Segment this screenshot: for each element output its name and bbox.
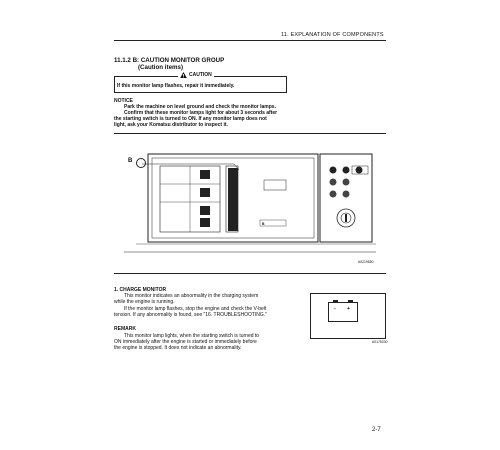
page-number: 2-7 [372, 427, 381, 433]
panel-label-b: B [262, 222, 265, 226]
figure-bottom-rule [114, 273, 386, 274]
gauge-lamp-4 [200, 218, 210, 227]
remark-line-3: the engine is stopped. It does not indicate an abnormality. [114, 345, 242, 351]
monitor-panel-figure [114, 140, 386, 270]
header-rule [114, 40, 386, 41]
charge-icon-code: A0175330 [372, 340, 388, 344]
callout-b: B [128, 158, 133, 164]
gauge-lamp-2 [200, 188, 210, 197]
warning-triangle-icon [180, 72, 187, 78]
remark-line-1: This monitor lamp lights, when the starting switch is turned to [124, 333, 260, 339]
monitor-lamp-5 [228, 204, 238, 213]
section-title: 11.1.2 B: CAUTION MONITOR GROUP [114, 57, 225, 64]
charge-heading: 1. CHARGE MONITOR [114, 287, 167, 293]
figure-top-rule [114, 133, 386, 134]
notice-line-1: Park the machine on level ground and check the monitor lamps. [124, 104, 276, 110]
remark-line-2: ON immediately after the engine is started or immediately before [114, 339, 257, 345]
running-header: 11. EXPLANATION OF COMPONENTS [281, 32, 384, 38]
figure-ref-code: A0219850 [358, 260, 374, 264]
notice-line-4: light, ask your Komatsu distributor to inspect it. [114, 122, 228, 128]
charge-line-3: If the monitor lamp flashes, stop the engine and check the V-belt [124, 306, 267, 312]
monitor-lamp-7 [228, 222, 238, 231]
callout-circle [136, 158, 146, 168]
notice-line-3: the starting switch is turned to ON. If any monitor lamp does not [114, 116, 267, 122]
battery-icon [328, 302, 358, 322]
monitor-lamp-4 [228, 195, 238, 204]
monitor-panel-drawing [114, 140, 386, 270]
charge-line-2: while the engine is running. [114, 299, 175, 305]
battery-plus-label: + [347, 306, 350, 312]
caution-text: If this monitor lamp flashes, repair it immediately. [117, 83, 235, 89]
monitor-lamp-2 [228, 177, 238, 186]
notice-heading: NOTICE [114, 98, 133, 104]
charge-line-4: tension. If any abnormality is found, see "16. TROUBLESHOOTING." [114, 312, 267, 318]
monitor-lamp-3 [228, 186, 238, 195]
battery-minus-label: - [334, 306, 336, 312]
section-subtitle: (Caution items) [138, 64, 184, 71]
charge-line-1: This monitor indicates an abnormality in the charging system [124, 293, 259, 299]
gauge-lamp-3 [200, 206, 210, 215]
monitor-lamp-6 [228, 213, 238, 222]
charge-lamp [228, 168, 238, 177]
remark-heading: REMARK [114, 326, 136, 332]
notice-line-2: Confirm that these monitor lamps light for about 3 seconds after [124, 110, 278, 116]
caution-label: CAUTION [189, 72, 212, 78]
gauge-lamp-1 [200, 170, 210, 179]
